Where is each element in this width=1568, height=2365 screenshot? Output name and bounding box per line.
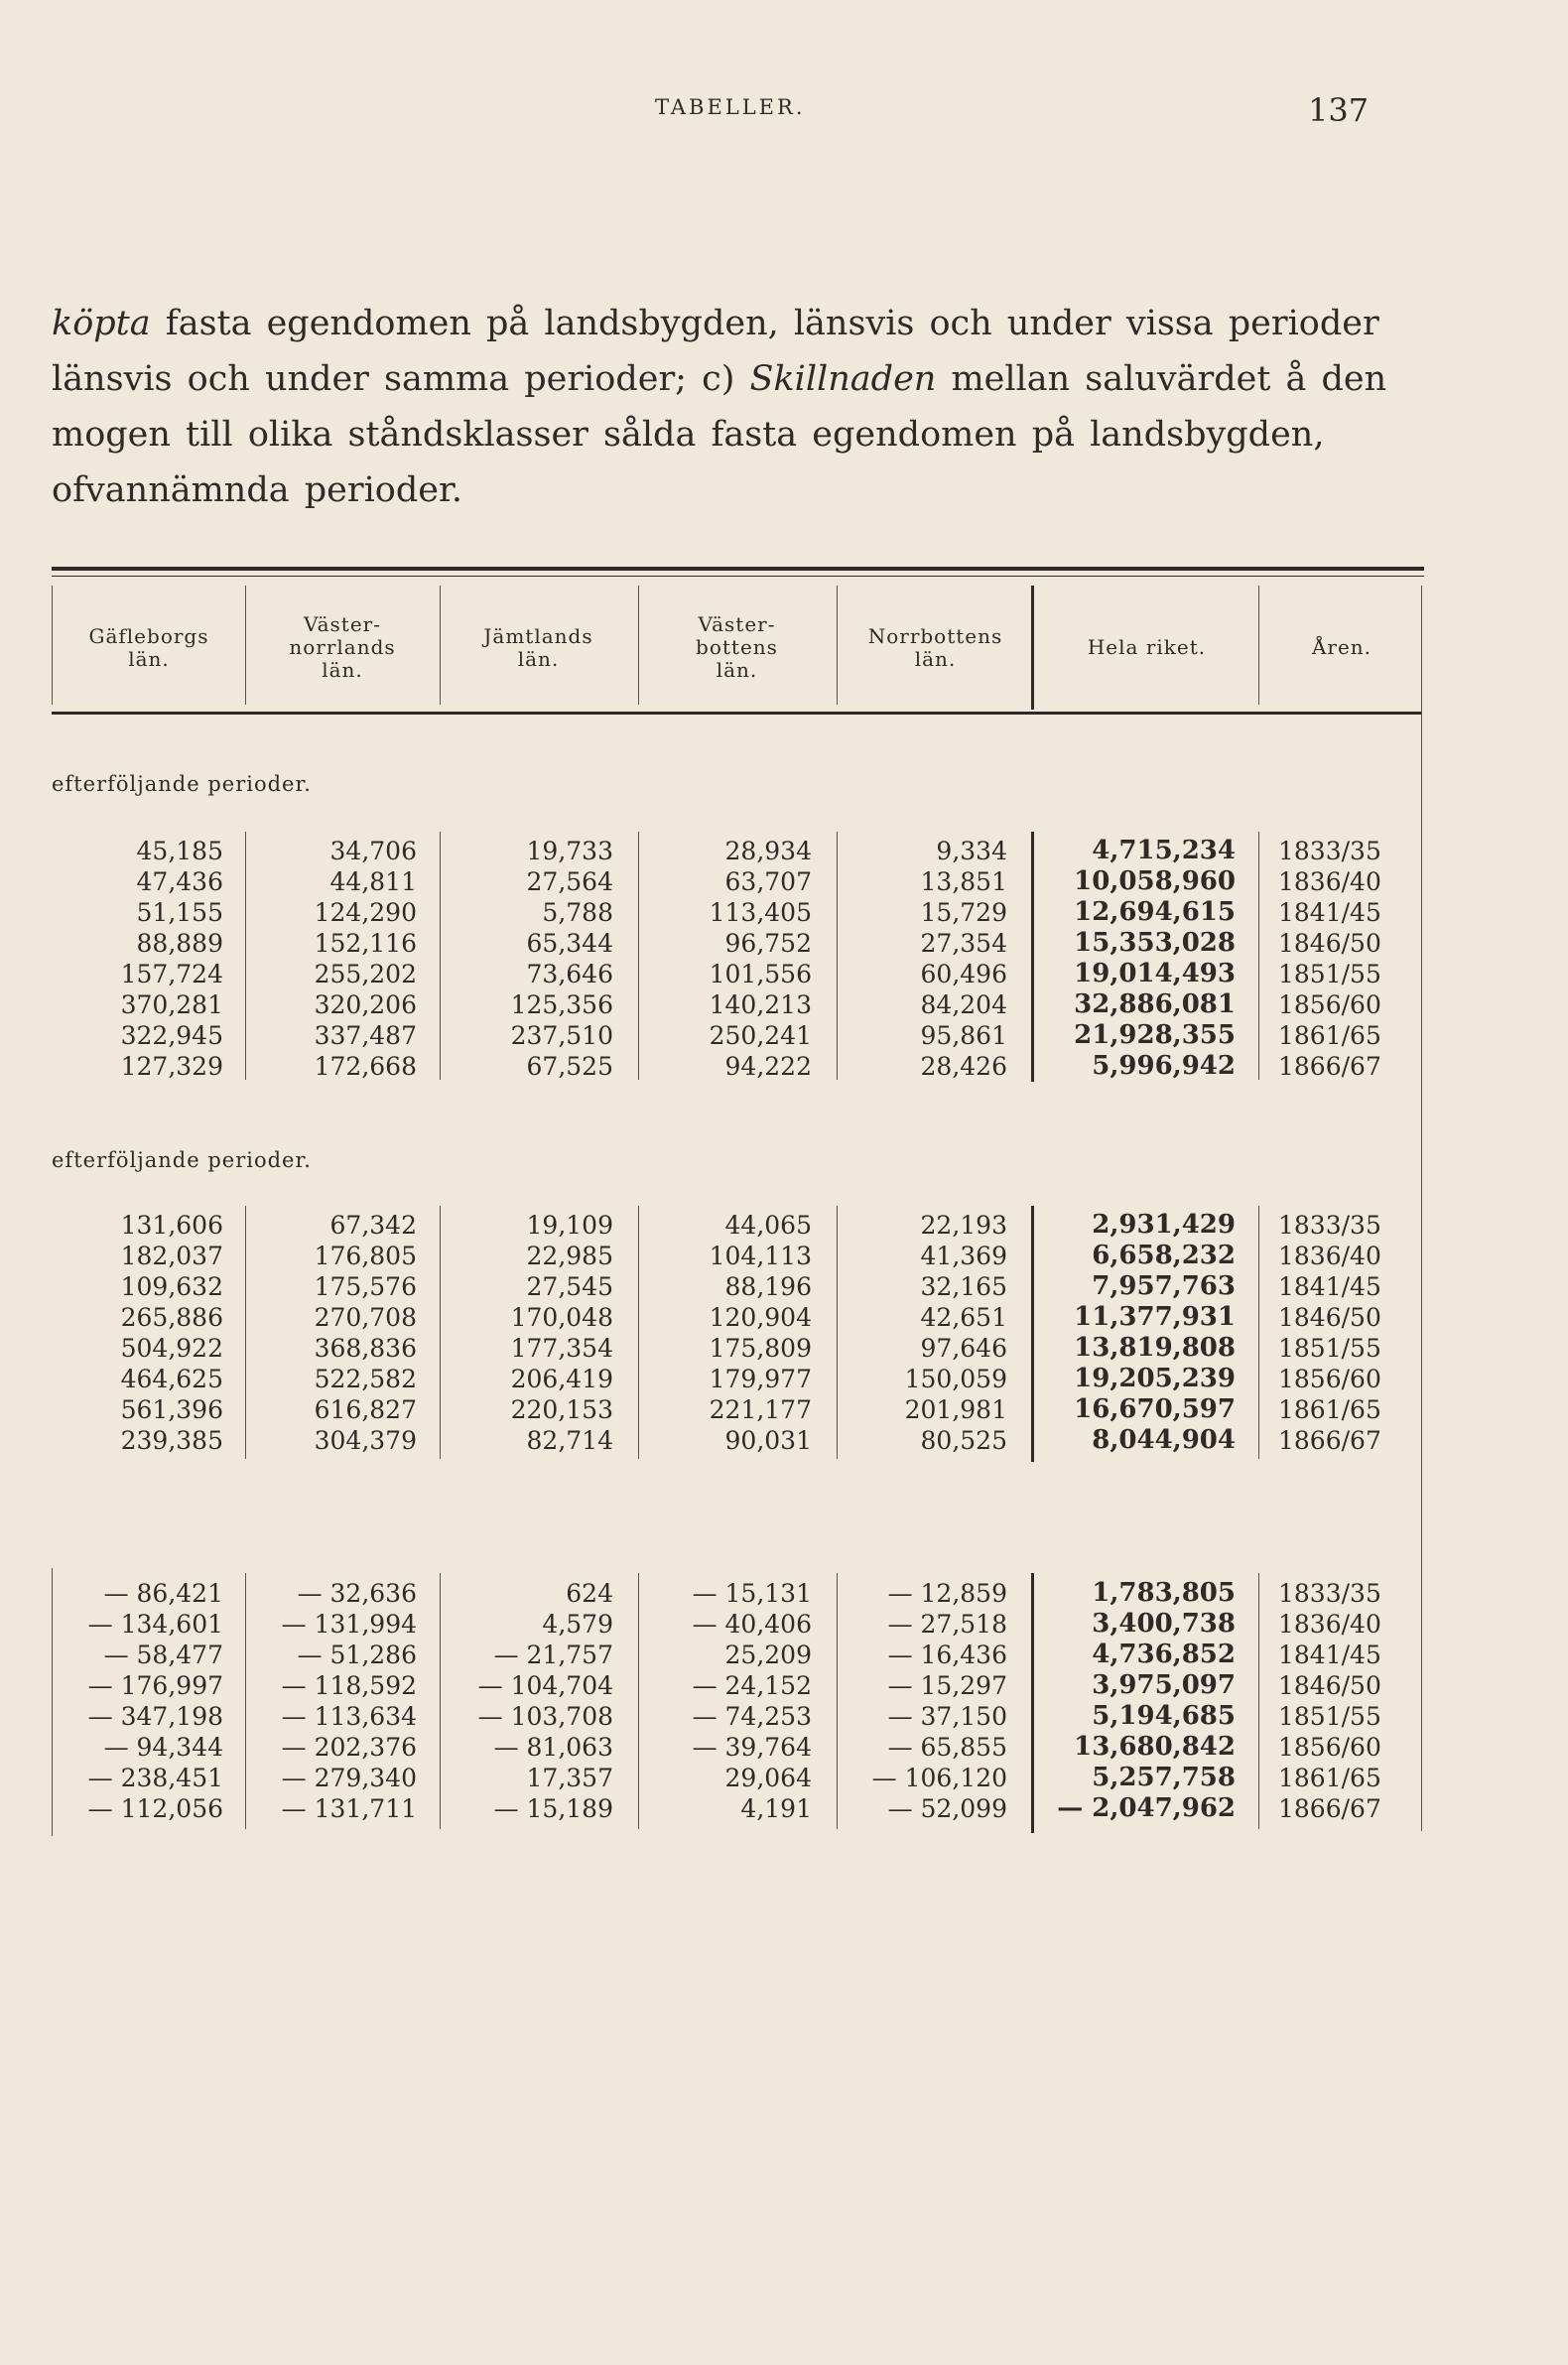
cell-norrbottens: 80,525 — [920, 1426, 1007, 1455]
cell-hela-riket: 4,736,852 — [1092, 1640, 1236, 1669]
cell-norrbottens: 22,193 — [920, 1211, 1007, 1240]
intro-paragraph — [52, 296, 1431, 518]
cell-vasternorrlands: 152,116 — [314, 929, 417, 958]
col-head-gafleborgs-line1: Gäfleborgs — [88, 623, 209, 648]
table-row — [0, 1701, 1568, 1732]
cell-year: 1836/40 — [1278, 1610, 1381, 1639]
table-row — [0, 1640, 1568, 1670]
cell-year: 1851/55 — [1278, 1702, 1381, 1731]
cell-norrbottens: 27,354 — [920, 929, 1007, 958]
cell-norrbottens: 60,496 — [920, 960, 1007, 988]
cell-vasternorrlands: 270,708 — [314, 1303, 417, 1332]
header-divider — [1031, 586, 1034, 710]
cell-year: 1856/60 — [1278, 1733, 1381, 1762]
running-head — [0, 91, 1568, 131]
cell-hela-riket: 5,257,758 — [1092, 1763, 1236, 1792]
table-row — [0, 1732, 1568, 1763]
cell-hela-riket: 12,694,615 — [1074, 897, 1236, 927]
cell-vasterbottens: 94,222 — [724, 1052, 812, 1081]
cell-year: 1856/60 — [1278, 990, 1381, 1019]
col-head-gafleborgs — [55, 595, 243, 700]
cell-vasterbottens: 90,031 — [724, 1426, 812, 1455]
cell-norrbottens: — 27,518 — [887, 1610, 1007, 1639]
cell-year: 1833/35 — [1278, 837, 1381, 865]
cell-vasterbottens: 29,064 — [724, 1764, 812, 1792]
cell-vasterbottens: — 40,406 — [692, 1610, 812, 1639]
intro-italic-skillnaden: Skillnaden — [749, 359, 937, 399]
header-divider — [245, 586, 246, 705]
cell-vasternorrlands: — 202,376 — [281, 1733, 417, 1762]
col-head-jamtlands-line2: län. — [517, 646, 560, 671]
col-head-hela-riket — [1035, 595, 1258, 700]
cell-norrbottens: 150,059 — [904, 1365, 1007, 1393]
cell-gafleborgs: 157,724 — [120, 960, 223, 988]
cell-norrbottens: — 52,099 — [887, 1794, 1007, 1823]
intro-line-1-text: fasta egendomen på landsbygden, länsvis och under vissa perioder — [150, 304, 1379, 343]
col-head-norrbottens-line1: Norrbottens — [867, 623, 1003, 648]
table-row — [0, 1763, 1568, 1793]
col-head-vasterbottens — [640, 595, 834, 700]
cell-vasternorrlands: — 113,634 — [281, 1702, 417, 1731]
col-head-aren — [1262, 595, 1421, 700]
cell-jamtlands: 65,344 — [526, 929, 613, 958]
cell-year: 1846/50 — [1278, 929, 1381, 958]
table-row — [0, 1609, 1568, 1640]
cell-jamtlands: 19,733 — [526, 837, 613, 865]
col-head-vasterbottens-line3: län. — [716, 658, 758, 682]
cell-norrbottens: 84,204 — [920, 990, 1007, 1019]
cell-jamtlands: 220,153 — [510, 1395, 613, 1424]
cell-gafleborgs: — 134,601 — [87, 1610, 223, 1639]
cell-hela-riket: 5,996,942 — [1092, 1051, 1236, 1081]
table-row — [0, 989, 1568, 1020]
cell-hela-riket: 7,957,763 — [1092, 1271, 1236, 1301]
cell-hela-riket: 10,058,960 — [1074, 866, 1236, 896]
cell-year: 1833/35 — [1278, 1579, 1381, 1608]
cell-vasternorrlands: — 131,711 — [281, 1794, 417, 1823]
col-head-vasternorrlands-line2: norrlands — [289, 635, 396, 659]
cell-gafleborgs: 504,922 — [120, 1334, 223, 1363]
cell-vasterbottens: 179,977 — [709, 1365, 812, 1393]
cell-hela-riket: 13,680,842 — [1074, 1732, 1236, 1762]
cell-vasternorrlands: 255,202 — [314, 960, 417, 988]
cell-hela-riket: 16,670,597 — [1074, 1394, 1236, 1424]
cell-year: 1866/67 — [1278, 1052, 1381, 1081]
cell-gafleborgs: 131,606 — [120, 1211, 223, 1240]
cell-vasterbottens: 250,241 — [709, 1021, 812, 1050]
cell-year: 1866/67 — [1278, 1794, 1381, 1823]
cell-norrbottens: 15,729 — [920, 898, 1007, 927]
cell-hela-riket: 6,658,232 — [1092, 1241, 1236, 1270]
cell-vasterbottens: 25,209 — [724, 1641, 812, 1669]
cell-norrbottens: — 65,855 — [887, 1733, 1007, 1762]
cell-vasterbottens: 63,707 — [724, 867, 812, 896]
running-title: TABELLER. — [655, 95, 806, 119]
table-top-thin-rule — [52, 576, 1424, 577]
cell-gafleborgs: 239,385 — [120, 1426, 223, 1455]
table-row — [0, 1302, 1568, 1333]
cell-year: 1856/60 — [1278, 1365, 1381, 1393]
cell-jamtlands: 4,579 — [542, 1610, 613, 1639]
cell-year: 1836/40 — [1278, 867, 1381, 896]
cell-vasterbottens: 28,934 — [724, 837, 812, 865]
cell-norrbottens: 28,426 — [920, 1052, 1007, 1081]
cell-norrbottens: 42,651 — [920, 1303, 1007, 1332]
cell-hela-riket: 13,819,808 — [1074, 1333, 1236, 1363]
table-row — [0, 1051, 1568, 1082]
cell-hela-riket: 2,931,429 — [1092, 1210, 1236, 1240]
intro-line-2-pre: länsvis och under samma perioder; c) — [52, 359, 750, 399]
cell-gafleborgs: 47,436 — [136, 867, 223, 896]
cell-gafleborgs: — 112,056 — [87, 1794, 223, 1823]
cell-vasterbottens: — 24,152 — [692, 1671, 812, 1700]
col-head-hela-riket-line1: Hela riket. — [1087, 635, 1207, 659]
cell-jamtlands: 237,510 — [510, 1021, 613, 1050]
cell-hela-riket: 3,400,738 — [1092, 1609, 1236, 1639]
cell-year: 1861/65 — [1278, 1395, 1381, 1424]
cell-gafleborgs: 370,281 — [120, 990, 223, 1019]
cell-gafleborgs: 109,632 — [120, 1272, 223, 1301]
cell-norrbottens: 32,165 — [920, 1272, 1007, 1301]
col-head-jamtlands-line1: Jämtlands — [483, 623, 593, 648]
cell-jamtlands: 73,646 — [526, 960, 613, 988]
cell-hela-riket: 3,975,097 — [1092, 1670, 1236, 1700]
cell-year: 1851/55 — [1278, 960, 1381, 988]
cell-vasternorrlands: — 131,994 — [281, 1610, 417, 1639]
cell-jamtlands: 82,714 — [526, 1426, 613, 1455]
table-row — [0, 1333, 1568, 1364]
col-head-gafleborgs-line2: län. — [128, 646, 170, 671]
cell-jamtlands: — 21,757 — [493, 1641, 613, 1669]
intro-line-2-post: mellan saluvärdet å den — [936, 359, 1387, 399]
cell-year: 1841/45 — [1278, 898, 1381, 927]
cell-vasternorrlands: — 279,340 — [281, 1764, 417, 1792]
cell-year: 1861/65 — [1278, 1021, 1381, 1050]
cell-vasternorrlands: 172,668 — [314, 1052, 417, 1081]
cell-vasternorrlands: 616,827 — [314, 1395, 417, 1424]
cell-vasterbottens: 88,196 — [724, 1272, 812, 1301]
col-head-vasternorrlands — [248, 595, 437, 700]
cell-gafleborgs: 88,889 — [136, 929, 223, 958]
cell-jamtlands: 27,564 — [526, 867, 613, 896]
cell-norrbottens: 95,861 — [920, 1021, 1007, 1050]
cell-year: 1833/35 — [1278, 1211, 1381, 1240]
cell-year: 1851/55 — [1278, 1334, 1381, 1363]
col-head-jamtlands — [442, 595, 635, 700]
cell-gafleborgs: 45,185 — [136, 837, 223, 865]
cell-vasterbottens: 101,556 — [709, 960, 812, 988]
cell-year: 1841/45 — [1278, 1272, 1381, 1301]
header-divider — [52, 586, 53, 705]
cell-jamtlands: 177,354 — [510, 1334, 613, 1363]
cell-gafleborgs: 51,155 — [136, 898, 223, 927]
cell-jamtlands: 22,985 — [526, 1242, 613, 1270]
cell-vasterbottens: — 15,131 — [692, 1579, 812, 1608]
table-row — [0, 1020, 1568, 1051]
cell-vasterbottens: — 39,764 — [692, 1733, 812, 1762]
cell-year: 1846/50 — [1278, 1303, 1381, 1332]
cell-jamtlands: 17,357 — [526, 1764, 613, 1792]
cell-vasternorrlands: 304,379 — [314, 1426, 417, 1455]
table-header-rule — [52, 712, 1421, 715]
cell-vasterbottens: 221,177 — [709, 1395, 812, 1424]
table-row — [0, 959, 1568, 989]
cell-jamtlands: 125,356 — [510, 990, 613, 1019]
cell-gafleborgs: 561,396 — [120, 1395, 223, 1424]
cell-gafleborgs: 464,625 — [120, 1365, 223, 1393]
table-row — [0, 1578, 1568, 1609]
cell-vasterbottens: 104,113 — [709, 1242, 812, 1270]
cell-year: 1836/40 — [1278, 1242, 1381, 1270]
table-row — [0, 1670, 1568, 1701]
cell-vasterbottens: 4,191 — [740, 1794, 812, 1823]
cell-vasterbottens: 96,752 — [724, 929, 812, 958]
cell-hela-riket: 15,353,028 — [1074, 928, 1236, 958]
intro-line-3: mogen till olika ståndsklasser sålda fasta egendomen på landsbygden, — [52, 415, 1325, 455]
col-head-vasterbottens-line1: Väster- — [698, 612, 776, 636]
cell-jamtlands: 170,048 — [510, 1303, 613, 1332]
table-row — [0, 1271, 1568, 1302]
cell-norrbottens: — 15,297 — [887, 1671, 1007, 1700]
cell-vasterbottens: 120,904 — [709, 1303, 812, 1332]
col-head-vasternorrlands-line1: Väster- — [304, 612, 381, 636]
intro-line-2 — [52, 351, 1431, 407]
cell-vasternorrlands: 522,582 — [314, 1365, 417, 1393]
cell-hela-riket: 4,715,234 — [1092, 836, 1236, 865]
cell-gafleborgs: — 86,421 — [103, 1579, 223, 1608]
cell-vasterbottens: 113,405 — [709, 898, 812, 927]
cell-hela-riket: 21,928,355 — [1074, 1020, 1236, 1050]
cell-gafleborgs: 265,886 — [120, 1303, 223, 1332]
cell-hela-riket: 19,205,239 — [1074, 1364, 1236, 1393]
cell-vasternorrlands: 34,706 — [329, 837, 417, 865]
table-row — [0, 928, 1568, 959]
cell-vasternorrlands: 320,206 — [314, 990, 417, 1019]
cell-norrbottens: 201,981 — [904, 1395, 1007, 1424]
section-2-label: efterföljande perioder. — [52, 1148, 312, 1172]
cell-vasternorrlands: 124,290 — [314, 898, 417, 927]
cell-gafleborgs: — 58,477 — [103, 1641, 223, 1669]
col-head-vasternorrlands-line3: län. — [322, 658, 363, 682]
cell-norrbottens: 97,646 — [920, 1334, 1007, 1363]
table-row — [0, 1394, 1568, 1425]
cell-jamtlands: 5,788 — [542, 898, 613, 927]
col-head-norrbottens-line2: län. — [914, 646, 957, 671]
cell-norrbottens: 9,334 — [936, 837, 1007, 865]
cell-year: 1866/67 — [1278, 1426, 1381, 1455]
cell-jamtlands: 27,545 — [526, 1272, 613, 1301]
cell-jamtlands: 206,419 — [510, 1365, 613, 1393]
cell-vasternorrlands: 67,342 — [329, 1211, 417, 1240]
table-row — [0, 1425, 1568, 1456]
cell-hela-riket: 1,783,805 — [1092, 1578, 1236, 1608]
table-row — [0, 1241, 1568, 1271]
cell-vasterbottens: 175,809 — [709, 1334, 812, 1363]
cell-vasternorrlands: — 32,636 — [297, 1579, 417, 1608]
cell-vasternorrlands: 176,805 — [314, 1242, 417, 1270]
page-number: 137 — [1308, 91, 1370, 129]
cell-norrbottens: — 12,859 — [887, 1579, 1007, 1608]
cell-vasternorrlands: 337,487 — [314, 1021, 417, 1050]
cell-gafleborgs: — 347,198 — [87, 1702, 223, 1731]
cell-gafleborgs: — 176,997 — [87, 1671, 223, 1700]
cell-vasterbottens: 140,213 — [709, 990, 812, 1019]
table-row — [0, 836, 1568, 866]
cell-hela-riket: 8,044,904 — [1092, 1425, 1236, 1455]
table-row — [0, 1793, 1568, 1824]
cell-jamtlands: — 15,189 — [493, 1794, 613, 1823]
cell-jamtlands: — 103,708 — [477, 1702, 613, 1731]
table-row — [0, 866, 1568, 897]
cell-jamtlands: 624 — [566, 1579, 613, 1608]
cell-hela-riket: 5,194,685 — [1092, 1701, 1236, 1731]
cell-year: 1841/45 — [1278, 1641, 1381, 1669]
table-top-rule — [52, 567, 1424, 571]
cell-vasternorrlands: — 118,592 — [281, 1671, 417, 1700]
cell-norrbottens: 13,851 — [920, 867, 1007, 896]
cell-gafleborgs: — 238,451 — [87, 1764, 223, 1792]
cell-gafleborgs: 182,037 — [120, 1242, 223, 1270]
header-divider — [1421, 586, 1422, 715]
cell-hela-riket: 19,014,493 — [1074, 959, 1236, 988]
cell-vasternorrlands: 44,811 — [329, 867, 417, 896]
cell-year: 1846/50 — [1278, 1671, 1381, 1700]
cell-vasternorrlands: 368,836 — [314, 1334, 417, 1363]
cell-jamtlands: — 104,704 — [477, 1671, 613, 1700]
header-divider — [440, 586, 441, 705]
cell-vasterbottens: — 74,253 — [692, 1702, 812, 1731]
section-1-label: efterföljande perioder. — [52, 772, 312, 796]
table-row — [0, 897, 1568, 928]
intro-line-1 — [52, 296, 1431, 351]
table-row — [0, 1364, 1568, 1394]
cell-norrbottens: — 16,436 — [887, 1641, 1007, 1669]
col-head-vasterbottens-line2: bottens — [696, 635, 778, 659]
cell-jamtlands: 67,525 — [526, 1052, 613, 1081]
cell-hela-riket: 11,377,931 — [1074, 1302, 1236, 1332]
cell-vasterbottens: 44,065 — [724, 1211, 812, 1240]
cell-jamtlands: 19,109 — [526, 1211, 613, 1240]
col-head-aren-line1: Åren. — [1311, 635, 1372, 659]
cell-vasternorrlands: — 51,286 — [297, 1641, 417, 1669]
cell-gafleborgs: 127,329 — [120, 1052, 223, 1081]
cell-norrbottens: — 106,120 — [871, 1764, 1007, 1792]
cell-vasternorrlands: 175,576 — [314, 1272, 417, 1301]
col-head-norrbottens — [839, 595, 1032, 700]
cell-hela-riket: 32,886,081 — [1074, 989, 1236, 1019]
cell-norrbottens: 41,369 — [920, 1242, 1007, 1270]
cell-year: 1861/65 — [1278, 1764, 1381, 1792]
cell-hela-riket: — 2,047,962 — [1057, 1793, 1236, 1823]
cell-jamtlands: — 81,063 — [493, 1733, 613, 1762]
cell-gafleborgs: 322,945 — [120, 1021, 223, 1050]
intro-italic-kopta: köpta — [52, 304, 151, 343]
cell-gafleborgs: — 94,344 — [103, 1733, 223, 1762]
header-divider — [1258, 586, 1259, 705]
cell-norrbottens: — 37,150 — [887, 1702, 1007, 1731]
header-divider — [837, 586, 838, 705]
header-divider — [638, 586, 639, 705]
table-row — [0, 1210, 1568, 1241]
intro-line-4: ofvannämnda perioder. — [52, 470, 462, 510]
